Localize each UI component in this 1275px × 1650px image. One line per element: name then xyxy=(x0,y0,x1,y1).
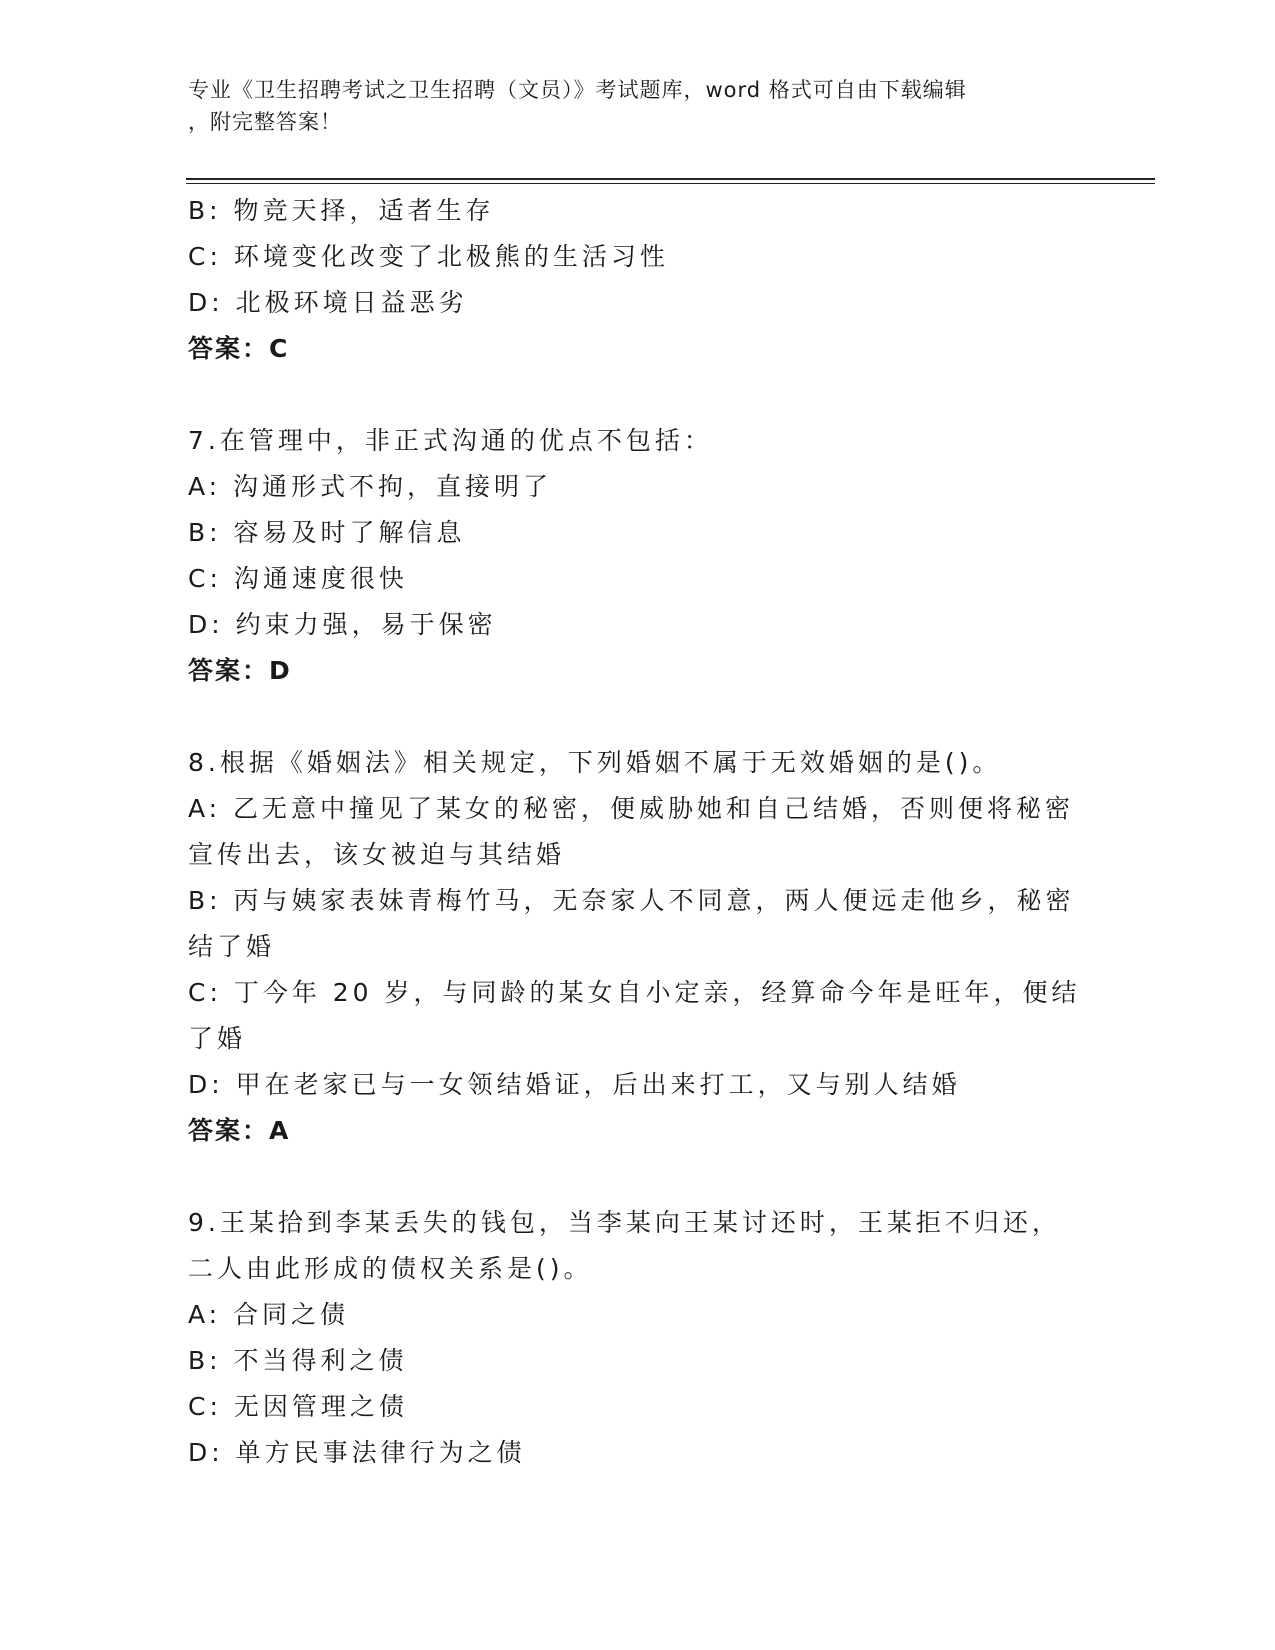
header-title-continued: ，附完整答案！ xyxy=(188,110,342,134)
answer: 答案：C xyxy=(188,334,290,363)
option-c-continued: 了婚 xyxy=(188,1024,247,1053)
option-a: A: 乙无意中撞见了某女的秘密，便威胁她和自己结婚，否则便将秘密 xyxy=(188,794,1075,823)
header-rule-thick xyxy=(186,178,1155,180)
option-b-continued: 结了婚 xyxy=(188,932,276,961)
page-header xyxy=(188,74,1088,138)
option-b: B: 不当得利之债 xyxy=(188,1346,408,1375)
answer: 答案：D xyxy=(188,656,292,685)
option-a-continued: 宣传出去，该女被迫与其结婚 xyxy=(188,840,566,869)
answer: 答案：A xyxy=(188,1116,291,1145)
option-b: B: 容易及时了解信息 xyxy=(188,518,466,547)
question-text: 9.王某拾到李某丢失的钱包，当李某向王某讨还时，王某拒不归还， xyxy=(188,1208,1061,1237)
question-9 xyxy=(188,1200,1088,1476)
question-8 xyxy=(188,740,1088,1154)
option-a: A: 沟通形式不拘，直接明了 xyxy=(188,472,553,501)
question-text-continued: 二人由此形成的债权关系是()。 xyxy=(188,1254,593,1283)
option-d: D: 约束力强，易于保密 xyxy=(188,610,497,639)
option-c: C: 环境变化改变了北极熊的生活习性 xyxy=(188,242,669,271)
question-7 xyxy=(188,418,1088,694)
option-d: D: 甲在老家已与一女领结婚证，后出来打工，又与别人结婚 xyxy=(188,1070,961,1099)
option-d: D: 单方民事法律行为之债 xyxy=(188,1438,526,1467)
option-c: C: 沟通速度很快 xyxy=(188,564,408,593)
option-a: A: 合同之债 xyxy=(188,1300,350,1329)
option-b: B: 丙与姨家表妹青梅竹马，无奈家人不同意，两人便远走他乡，秘密 xyxy=(188,886,1075,915)
option-c: C: 无因管理之债 xyxy=(188,1392,408,1421)
option-c: C: 丁今年 20 岁，与同龄的某女自小定亲，经算命今年是旺年，便结 xyxy=(188,978,1081,1007)
header-title: 专业《卫生招聘考试之卫生招聘（文员）》考试题库，word 格式可自由下载编辑 xyxy=(188,78,967,102)
question-text: 8.根据《婚姻法》相关规定，下列婚姻不属于无效婚姻的是()。 xyxy=(188,748,1002,777)
option-d: D: 北极环境日益恶劣 xyxy=(188,288,468,317)
option-b: B: 物竞天择，适者生存 xyxy=(188,196,495,225)
question-6 xyxy=(188,188,1088,372)
header-rule-thin xyxy=(186,183,1155,184)
question-list xyxy=(188,188,1088,1476)
question-text: 7.在管理中，非正式沟通的优点不包括： xyxy=(188,426,713,455)
